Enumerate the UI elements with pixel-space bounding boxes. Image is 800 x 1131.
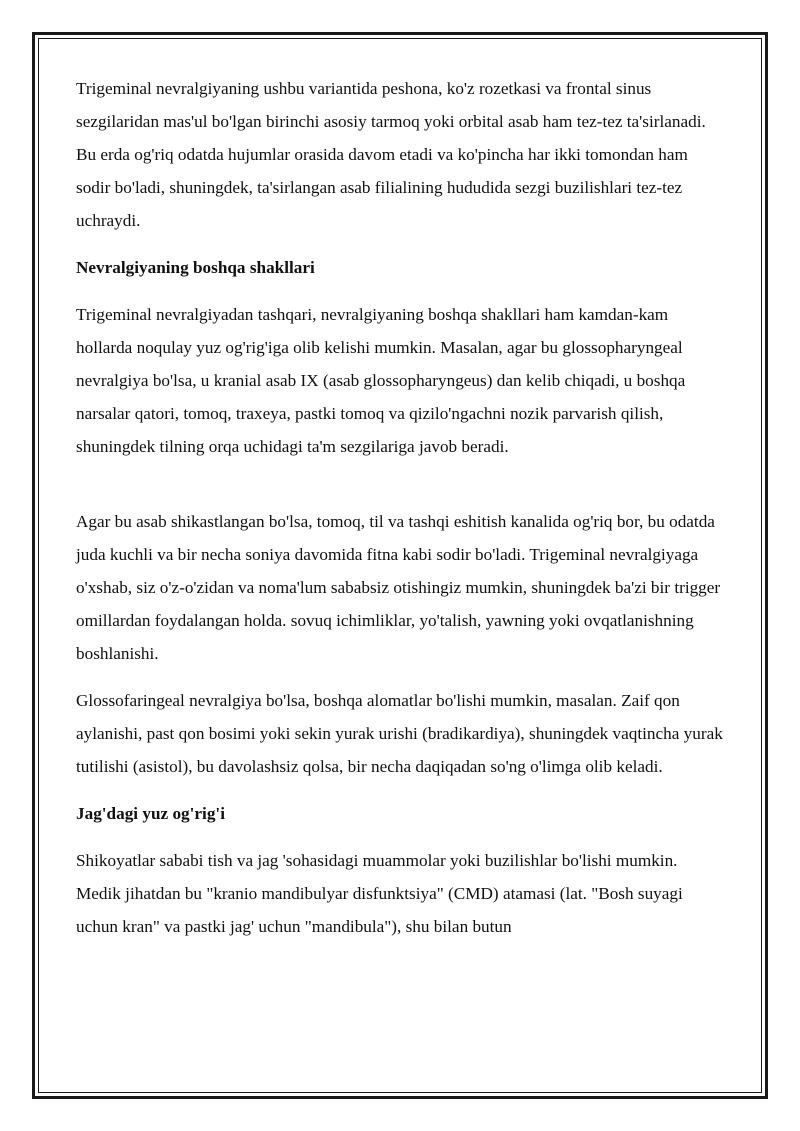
paragraph-other-symptoms: Glossofaringeal nevralgiya bo'lsa, boshqa alomatlar bo'lishi mumkin, masalan. Zaif qon aylanishi, past qon bosimi yoki sekin yurak urishi (bradikardiya), shuningdek vaqtincha yurak tutilishi (asistol), bu davolashsiz qolsa, bir necha daqiqadan so'ng o'limga olib keladi. — [76, 691, 723, 776]
paragraph-glossopharyngeal-intro: Trigeminal nevralgiyadan tashqari, nevralgiyaning boshqa shakllari ham kamdan-kam hollarda noqulay yuz og'rig'iga olib kelishi mumkin. Masalan, agar bu glossopharyngeal nevralgiya bo'lsa, u kranial asab IX (asab glossopharyngeus) dan kelib chiqadi, u boshqa narsalar qatori, tomoq, traxeya, pastki tomoq va qizilo'ngachni nozik parvarish qilish, shuningdek tilning orqa uchidagi ta'm sezgilariga javob beradi. — [76, 305, 686, 456]
paragraph-orbital-nerve: Trigeminal nevralgiyaning ushbu variantida peshona, ko'z rozetkasi va frontal sinus sezgilaridan mas'ul bo'lgan birinchi asosiy tarmoq yoki orbital asab ham tez-tez ta'sirlanadi. Bu erda og'riq odatda hujumlar orasida davom etadi va ko'pincha har ikki tomondan ham sodir bo'ladi, shuningdek, ta'sirlangan asab filialining hududida sezgi buzilishlari tez-tez uchraydi. — [76, 79, 706, 230]
paragraph-cmd: Shikoyatlar sababi tish va jag 'sohasidagi muammolar yoki buzilishlar bo'lishi mumkin. Medik jihatdan bu "kranio mandibulyar disfunktsiya" (CMD) atamasi (lat. "Bosh suyagi uchun kran" va pastki jag' uchun "mandibula"), shu bilan butun — [76, 851, 683, 936]
heading-other-neuralgia-forms: Nevralgiyaning boshqa shakllari — [76, 258, 315, 277]
heading-jaw-facial-pain: Jag'dagi yuz og'rig'i — [76, 804, 225, 823]
paragraph-nerve-damage-pain: Agar bu asab shikastlangan bo'lsa, tomoq, til va tashqi eshitish kanalida og'riq bor, bu odatda juda kuchli va bir necha soniya davomida fitna kabi sodir bo'ladi. Trigeminal nevralgiyaga o'xshab, siz o'z-o'zidan va noma'lum sababsiz otishingiz mumkin, shuningdek ba'zi bir trigger omillardan foydalangan holda. sovuq ichimliklar, yo'talish, yawning yoki ovqatlanishning boshlanishi. — [76, 512, 721, 663]
document-body — [76, 72, 726, 957]
paragraph-gap — [76, 477, 726, 505]
